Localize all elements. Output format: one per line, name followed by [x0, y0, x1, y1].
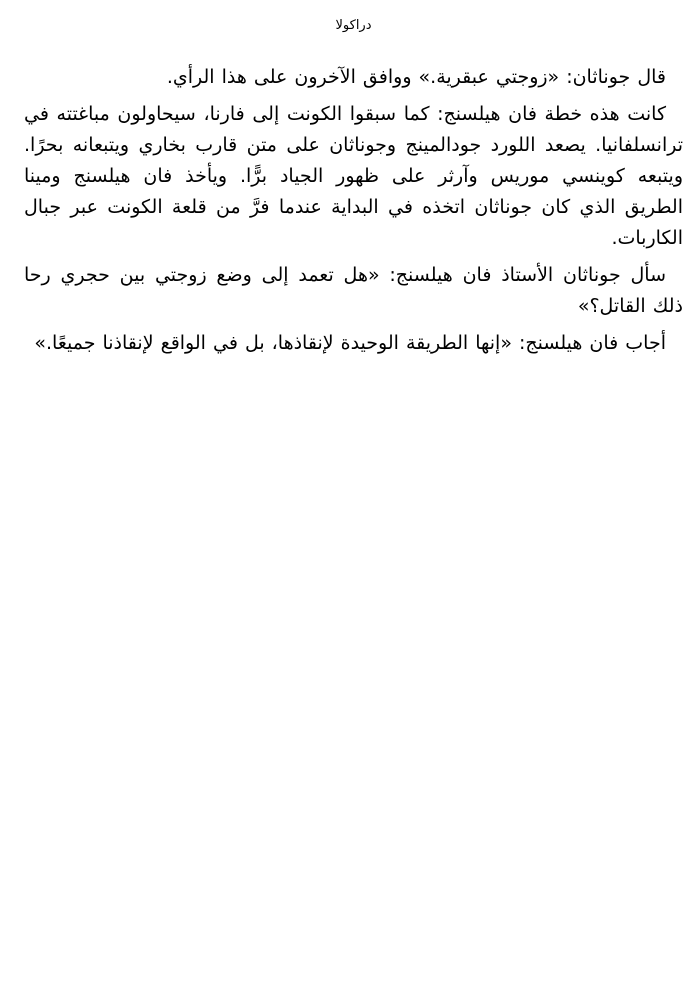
paragraph: أجاب فان هيلسنج: «إنها الطريقة الوحيدة لإنقاذها، بل في الواقع لإنقاذنا جميعًا.» — [34, 332, 666, 354]
paragraph: قال جوناثان: «زوجتي عبقرية.» ووافق الآخرون على هذا الرأي. — [166, 66, 666, 88]
paragraph: سأل جوناثان الأستاذ فان هيلسنج: «هل تعمد إلى وضع زوجتي بين حجري رحا ذلك القاتل؟» — [24, 264, 683, 317]
running-header-title: دراكولا — [335, 18, 372, 33]
paragraph: كانت هذه خطة فان هيلسنج: كما سبقوا الكونت إلى فارنا، سيحاولون مباغتته في ترانسلفانيا. يصعد اللورد جودالمينج وجوناثان على متن قارب بخاري ويتبعانه بحرًا. ويتبعه كوينسي موريس وآرثر على ظهور الجياد برًّا. ويأخذ فان هيلسنج ومينا الطريق الذي كان جوناثان اتخذه في البداية عندما فرَّ من قلعة الكونت عبر جبال الكاربات. — [24, 103, 683, 249]
page-text-block — [24, 62, 683, 359]
